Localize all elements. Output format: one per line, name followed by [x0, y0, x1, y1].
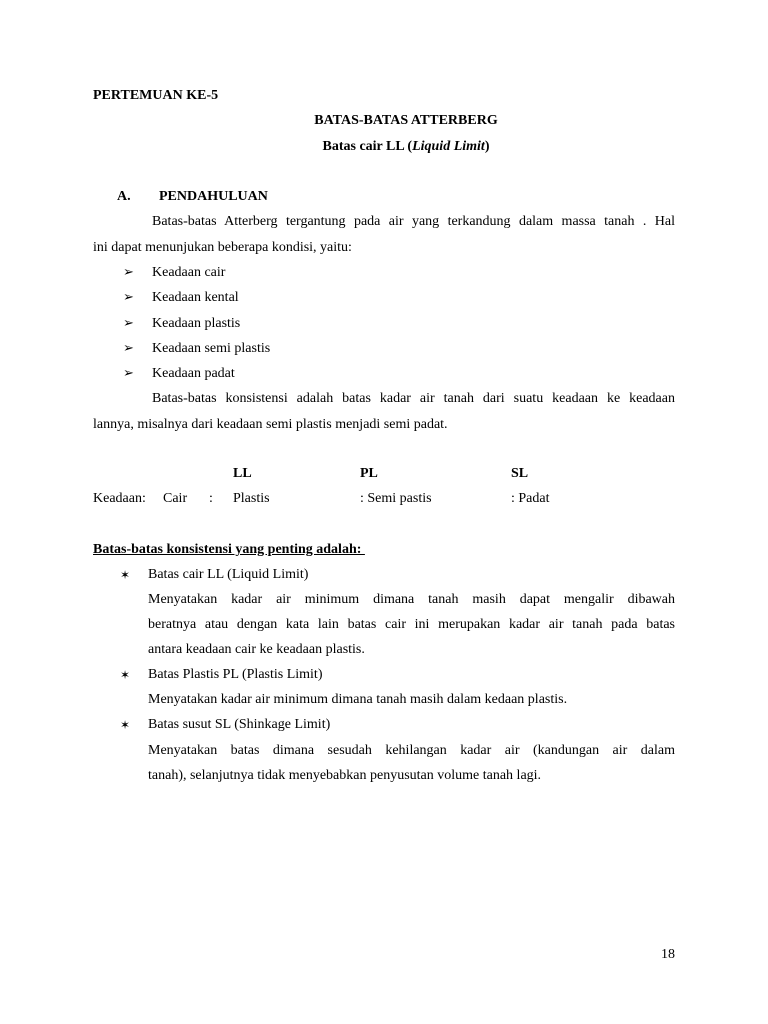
limit-desc-line: Menyatakan kadar air minimum dimana tanah masih dalam kedaan plastis. — [148, 692, 568, 707]
limit-desc-line: beratnya atau dengan kata lain batas cair ini merupakan kadar air tanah pada batas — [148, 617, 675, 632]
limit-desc-line: antara keadaan cair ke keadaan plastis. — [148, 642, 365, 657]
state-cell: : Padat — [511, 491, 550, 506]
bullet-item: Keadaan padat — [152, 366, 235, 381]
bullet-item: Keadaan plastis — [152, 316, 241, 331]
six-point-star-icon: ✶ — [120, 568, 131, 582]
limit-title-pl: Batas Plastis PL (Plastis Limit) — [148, 667, 323, 682]
state-cell: : Semi pastis — [360, 491, 432, 506]
page-title: BATAS-BATAS ATTERBERG — [314, 113, 498, 128]
para2-line-1: Batas-batas konsistensi adalah batas kadar air tanah dari suatu keadaan ke keadaan — [152, 391, 675, 406]
arrowhead-icon: ➢ — [123, 265, 134, 280]
subtitle-italic-term: Liquid Limit — [412, 139, 485, 154]
state-cell: Cair — [163, 491, 188, 506]
section-heading: PENDAHULUAN — [159, 189, 268, 204]
header-sl: SL — [511, 466, 529, 481]
six-point-star-icon: ✶ — [120, 668, 131, 682]
arrowhead-icon: ➢ — [123, 316, 134, 331]
header-pl: PL — [360, 466, 378, 481]
page-subtitle: Batas cair LL (Liquid Limit) — [322, 139, 490, 154]
six-point-star-icon: ✶ — [120, 718, 131, 732]
section-number: A. — [117, 189, 131, 204]
state-separator: : — [209, 491, 213, 506]
bullet-item: Keadaan semi plastis — [152, 341, 271, 356]
limit-desc-line: Menyatakan kadar air minimum dimana tanah masih dapat mengalir dibawah — [148, 592, 675, 607]
limit-desc-line: Menyatakan batas dimana sesudah kehilangan kadar air (kandungan air dalam — [148, 743, 675, 758]
arrowhead-icon: ➢ — [123, 290, 134, 305]
header-ll: LL — [233, 466, 252, 481]
bullet-item: Keadaan kental — [152, 290, 239, 305]
state-cell: Plastis — [233, 491, 270, 506]
arrowhead-icon: ➢ — [123, 341, 134, 356]
limit-title-ll: Batas cair LL (Liquid Limit) — [148, 567, 309, 582]
page-number: 18 — [661, 947, 675, 962]
row-label: Keadaan: — [93, 491, 146, 506]
arrowhead-icon: ➢ — [123, 366, 134, 381]
limit-desc-line: tanah), selanjutnya tidak menyebabkan penyusutan volume tanah lagi. — [148, 768, 542, 783]
intro-line-2: ini dapat menunjukan beberapa kondisi, yaitu: — [93, 240, 352, 255]
meeting-label: PERTEMUAN KE-5 — [93, 88, 219, 103]
para2-line-2: lannya, misalnya dari keadaan semi plastis menjadi semi padat. — [93, 417, 448, 432]
bullet-item: Keadaan cair — [152, 265, 226, 280]
intro-line-1: Batas-batas Atterberg tergantung pada air yang terkandung dalam massa tanah . Hal — [152, 214, 675, 229]
limits-heading: Batas-batas konsistensi yang penting adalah: — [93, 542, 365, 557]
limit-title-sl: Batas susut SL (Shinkage Limit) — [148, 717, 331, 732]
